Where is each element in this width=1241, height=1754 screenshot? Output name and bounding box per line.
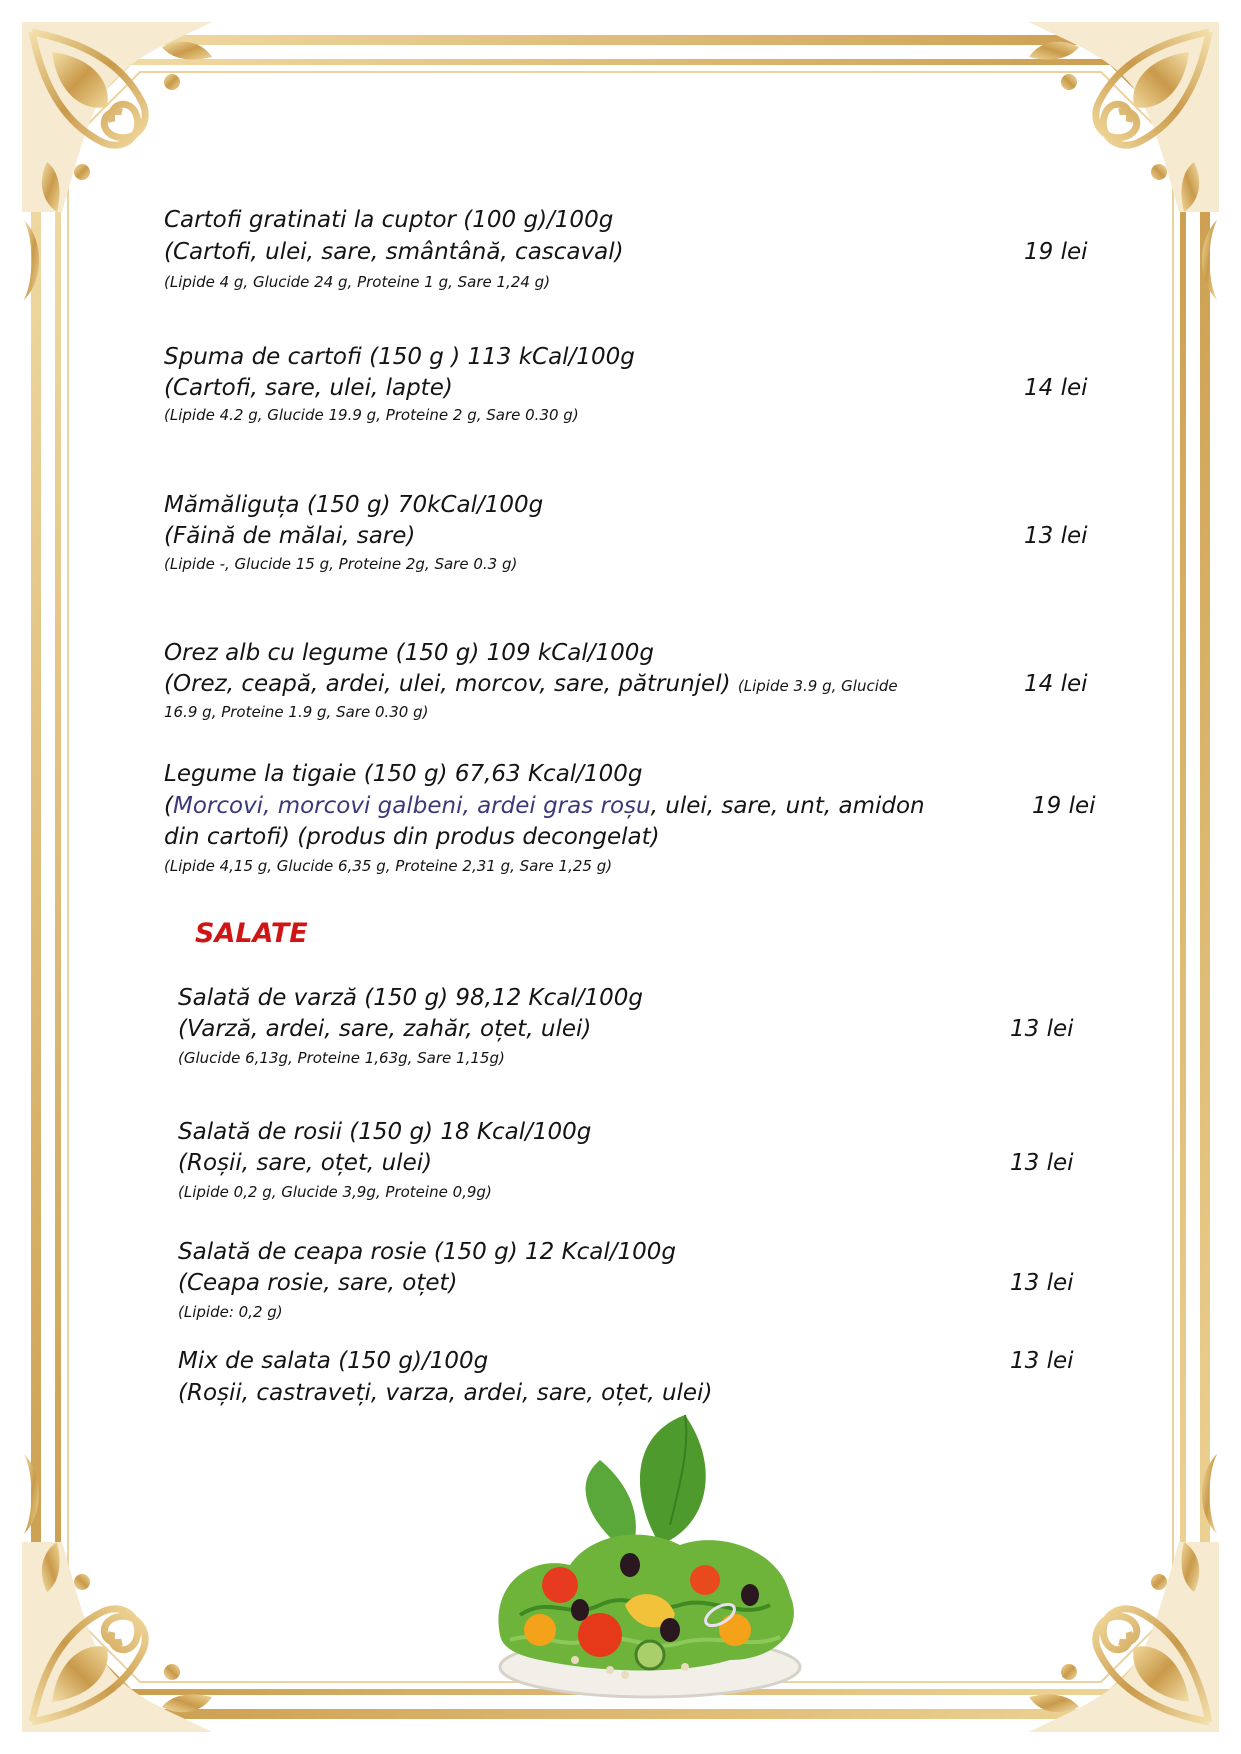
item-nutrition: (Lipide 4 g, Glucide 24 g, Proteine 1 g, Sare 1,24 g) — [164, 273, 551, 291]
item-price: 13 lei — [1010, 1150, 1074, 1176]
item-price: 13 lei — [1024, 523, 1088, 549]
item-price: 14 lei — [1024, 375, 1088, 401]
item-ingredients: (Cartofi, sare, ulei, lapte) — [164, 375, 453, 401]
item-price: 19 lei — [1032, 793, 1096, 819]
item-price: 13 lei — [1010, 1016, 1074, 1042]
item-nutrition-inline: (Lipide 3.9 g, Glucide — [737, 677, 898, 695]
item-nutrition: (Lipide 4.2 g, Glucide 19.9 g, Proteine 2 g, Sare 0.30 g) — [164, 406, 579, 424]
item-nutrition: (Glucide 6,13g, Proteine 1,63g, Sare 1,15g) — [178, 1049, 505, 1067]
item-title: Salată de rosii (150 g) 18 Kcal/100g — [178, 1119, 592, 1145]
item-ingredients: (Varză, ardei, sare, zahăr, oțet, ulei) — [178, 1016, 592, 1042]
item-title: Salată de ceapa rosie (150 g) 12 Kcal/100g — [178, 1239, 677, 1265]
item-ingredients-line — [164, 791, 925, 821]
ingredients-rest: , ulei, sare, unt, amidon — [650, 793, 925, 819]
item-ingredients-line — [164, 669, 898, 701]
item-price: 14 lei — [1024, 671, 1088, 697]
item-nutrition: (Lipide -, Glucide 15 g, Proteine 2g, Sare 0.3 g) — [164, 555, 518, 573]
item-ingredients-line2: din cartofi) (produs din produs decongelat) — [164, 824, 660, 850]
salad-bowl-image — [480, 1405, 815, 1705]
item-ingredients: (Ceapa rosie, sare, oțet) — [178, 1270, 458, 1296]
item-title: Mămăliguța (150 g) 70kCal/100g — [164, 492, 544, 518]
item-ingredients: (Făină de mălai, sare) — [164, 523, 416, 549]
ingredients-open: ( — [164, 793, 173, 819]
item-title: Spuma de cartofi (150 g ) 113 kCal/100g — [164, 344, 635, 370]
item-nutrition: (Lipide: 0,2 g) — [178, 1303, 283, 1321]
item-nutrition: 16.9 g, Proteine 1.9 g, Sare 0.30 g) — [164, 703, 429, 721]
item-title: Salată de varză (150 g) 98,12 Kcal/100g — [178, 985, 643, 1011]
ingredients-highlight: Morcovi, morcovi galbeni, ardei gras roșu — [172, 793, 651, 819]
item-title: Mix de salata (150 g)/100g — [178, 1348, 489, 1374]
item-nutrition: (Lipide 0,2 g, Glucide 3,9g, Proteine 0,9g) — [178, 1183, 492, 1201]
section-title-salate: SALATE — [195, 918, 308, 949]
item-title: Cartofi gratinati la cuptor (100 g)/100g — [164, 207, 614, 233]
item-price: 13 lei — [1010, 1348, 1074, 1374]
item-title: Legume la tigaie (150 g) 67,63 Kcal/100g — [164, 761, 643, 787]
item-title: Orez alb cu legume (150 g) 109 kCal/100g — [164, 640, 654, 666]
item-ingredients: (Cartofi, ulei, sare, smântână, cascaval) — [164, 239, 624, 265]
item-price: 19 lei — [1024, 239, 1088, 265]
item-ingredients: (Orez, ceapă, ardei, ulei, morcov, sare, pătrunjel) — [164, 671, 731, 697]
item-ingredients: (Roșii, sare, oțet, ulei) — [178, 1150, 433, 1176]
item-nutrition: (Lipide 4,15 g, Glucide 6,35 g, Proteine 2,31 g, Sare 1,25 g) — [164, 857, 613, 875]
item-price: 13 lei — [1010, 1270, 1074, 1296]
item-ingredients: (Roșii, castraveți, varza, ardei, sare, oțet, ulei) — [178, 1380, 713, 1406]
